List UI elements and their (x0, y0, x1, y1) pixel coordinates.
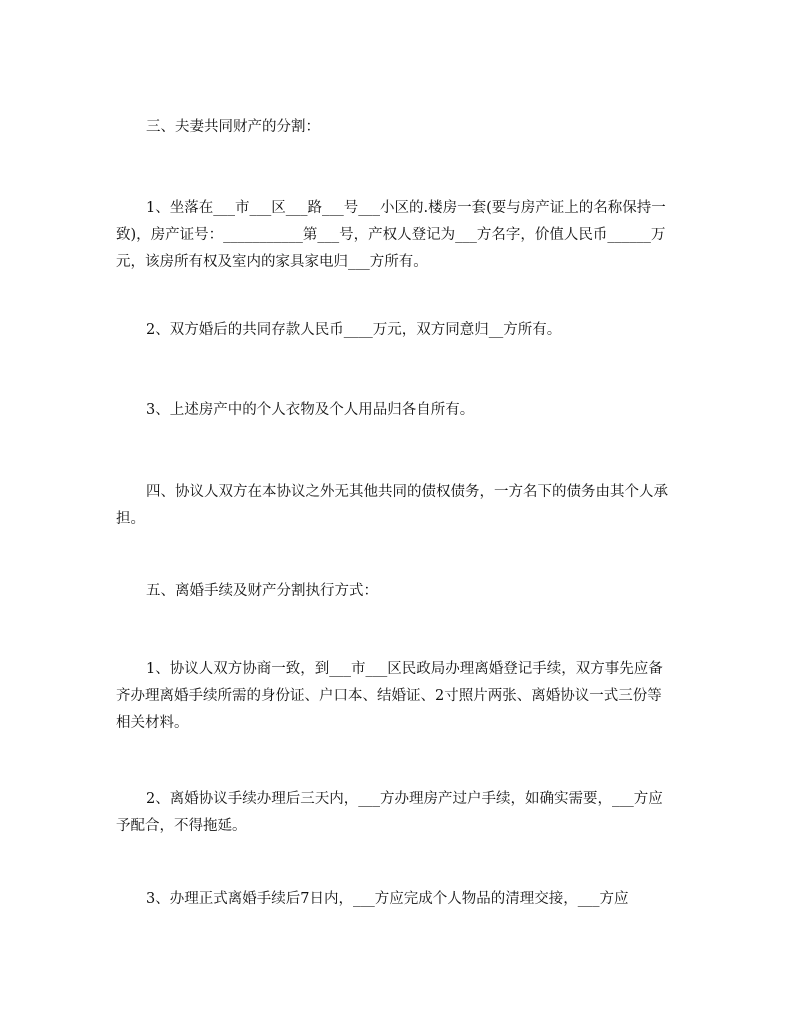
section-heading-divorce-procedure: 五、离婚手续及财产分割执行方式： (146, 583, 378, 599)
section-heading-debts: 四、协议人双方在本协议之外无其他共同的债权债务，一方名下的债务由其个人承担。 (116, 484, 668, 527)
clause-joint-savings: 2、双方婚后的共同存款人民币____万元，双方同意归__方所有。 (146, 322, 562, 338)
clause-house-ownership: 1、坐落在___市___区___路___号___小区的.楼房一套(要与房产证上的名称保持一致)，房产证号：___________第___号，产权人登记为___方名字，价值人民币______万元，该房所有权及室内的家具家电归___方所有。 (116, 200, 666, 270)
clause-item-handover: 3、办理正式离婚手续后7日内，___方应完成个人物品的清理交接，___方应 (146, 891, 629, 907)
clause-personal-items: 3、上述房产中的个人衣物及个人用品归各自所有。 (146, 402, 475, 418)
clause-registration-procedure: 1、协议人双方协商一致，到___市___区民政局办理离婚登记手续，双方事先应备齐办理离婚手续所需的身份证、户口本、结婚证、2寸照片两张、离婚协议一式三份等相关材料。 (116, 661, 663, 731)
clause-property-transfer: 2、离婚协议手续办理后三天内，___方办理房产过户手续，如确实需要，___方应予配合，不得拖延。 (116, 791, 663, 834)
section-heading-property-division: 三、夫妻共同财产的分割： (146, 119, 320, 135)
